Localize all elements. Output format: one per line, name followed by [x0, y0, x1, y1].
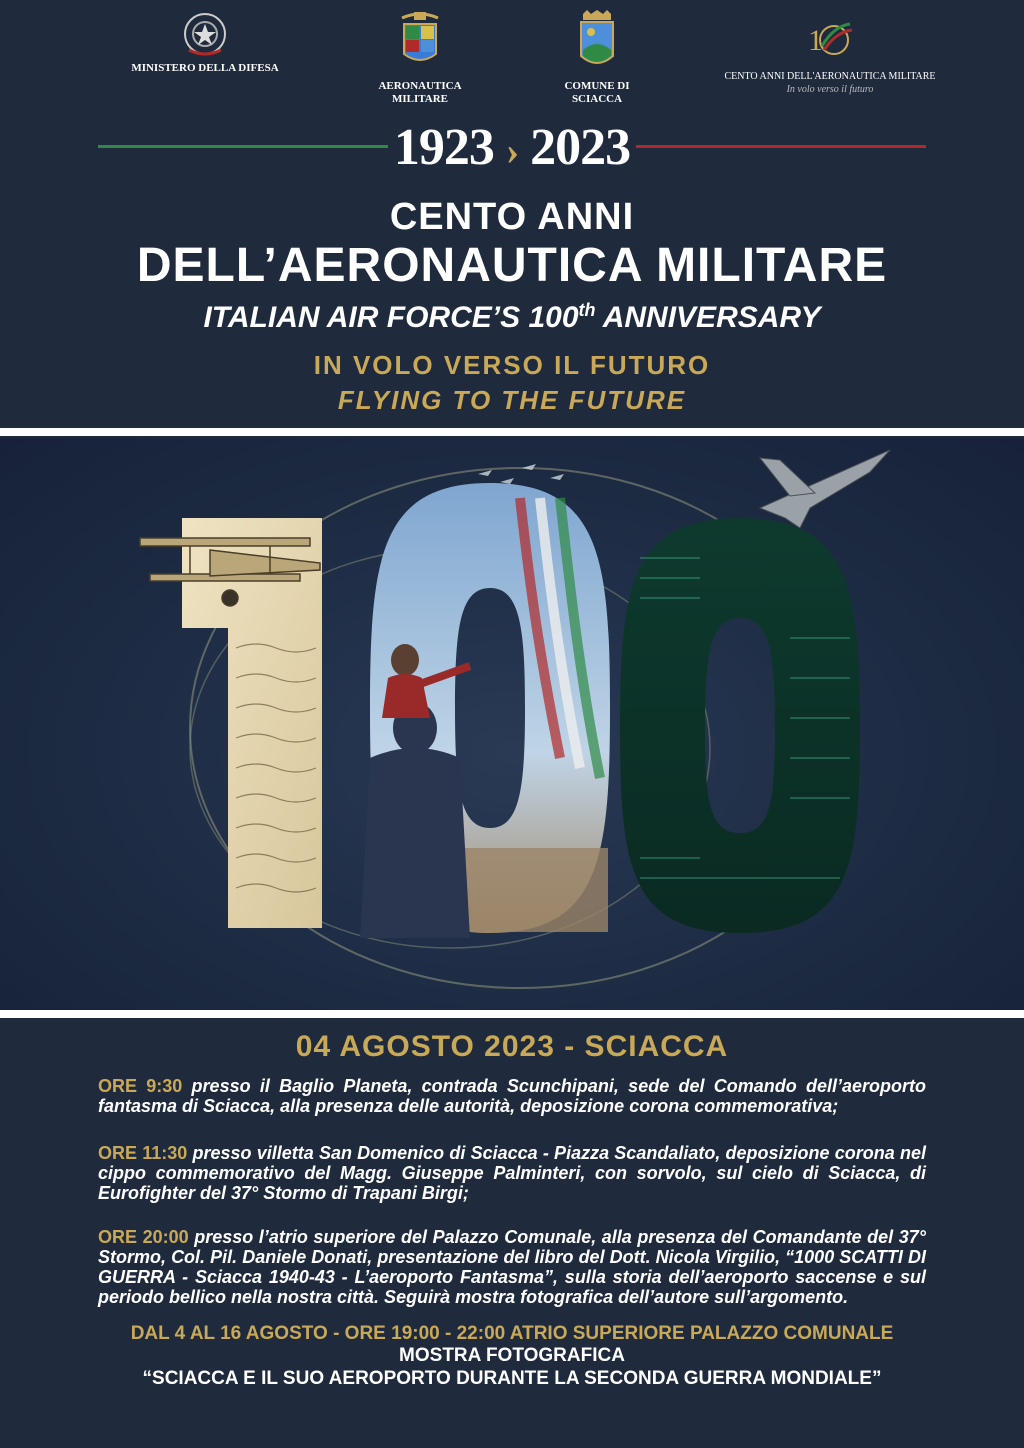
title-cento-anni: CENTO ANNI	[389, 196, 635, 238]
logo-cento-anni	[720, 10, 940, 96]
artwork-100-graphic	[0, 438, 1024, 1010]
tricolor-green-line	[98, 145, 388, 148]
year-banner	[0, 118, 1024, 178]
logo-aeronautica-militare	[345, 10, 495, 106]
event-time: ORE 9:30	[98, 1076, 183, 1096]
year-range	[388, 118, 636, 177]
fighter-jet-icon	[760, 450, 890, 528]
tricolor-red-line	[636, 145, 926, 148]
aeronautica-label-1: AERONAUTICA	[378, 80, 462, 92]
motto-english: FLYING TO THE FUTURE	[337, 385, 687, 415]
exhibition-schedule: DAL 4 AL 16 AGOSTO - ORE 19:00 - 22:00 ATRIO SUPERIORE PALAZZO COMUNALE	[130, 1323, 894, 1344]
event-time: ORE 11:30	[98, 1143, 188, 1163]
centenary-logo-icon	[802, 10, 858, 66]
year-start: 1923	[393, 119, 494, 176]
ministero-label: MINISTERO DELLA DIFESA	[131, 62, 279, 74]
aeronautica-label-2: MILITARE	[391, 93, 449, 105]
cento-anni-motto: In volo verso il futuro	[786, 84, 874, 95]
exhibition-subtitle: “SCIACCA E IL SUO AEROPORTO DURANTE LA SECONDA GUERRA MONDIALE”	[142, 1368, 882, 1389]
comune-label-1: COMUNE DI	[564, 80, 630, 92]
air-force-crest-icon	[398, 10, 442, 76]
exhibition-title: MOSTRA FOTOGRAFICA	[399, 1345, 625, 1366]
event-date: 04 AGOSTO 2023 - SCIACCA	[295, 1030, 729, 1063]
event-item	[98, 1143, 926, 1203]
sciacca-crest-icon	[577, 10, 617, 76]
white-band-bottom	[0, 1010, 1024, 1018]
logo-ministero-difesa	[130, 10, 280, 75]
event-text: presso villetta San Domenico di Sciacca - Piazza Scandaliato, deposizione corona nel cippo commemorativo del Magg. Giuseppe Palminteri, con sorvolo, sul cielo di Sciacca, di Eurofighter del 37° Stormo di Trapani Birgi;	[98, 1143, 926, 1203]
cento-anni-label: CENTO ANNI DELL'AERONAUTICA MILITARE	[724, 71, 936, 82]
comune-label-2: SCIACCA	[571, 93, 623, 105]
centenary-artwork	[0, 438, 1024, 1010]
event-item	[98, 1076, 926, 1116]
svg-text:1: 1	[808, 24, 823, 57]
white-band-top	[0, 428, 1024, 436]
motto-italian: IN VOLO VERSO IL FUTURO	[313, 350, 711, 380]
event-text: presso l’atrio superiore del Palazzo Comunale, alla presenza del Comandante del 37° Stormo, Col. Pil. Daniele Donati, presentazione del libro del Dott. Nicola Virgilio, “1000 SCATTI DI GUERRA - Sciacca 1940-43 - L’aeroporto Fantasma”, sulla storia dell’aeroporto saccense e sul periodo bellico nella nostra città. Seguirà mostra fotografica dell’autore sull’argomento.	[98, 1227, 926, 1307]
event-time: ORE 20:00	[98, 1227, 189, 1247]
event-text: presso il Baglio Planeta, contrada Scunchipani, sede del Comando dell’aeroporto fantasma di Sciacca, alla presenza delle autorità, deposizione corona commemorativa;	[98, 1076, 926, 1116]
year-end: 2023	[530, 119, 631, 176]
title-english: ITALIAN AIR FORCE’S 100th ANNIVERSARY	[203, 300, 821, 334]
chevron-right-icon: ›	[505, 128, 519, 173]
italian-emblem-icon	[181, 10, 229, 58]
event-item	[98, 1227, 926, 1307]
title-aeronautica: DELL’AERONAUTICA MILITARE	[136, 239, 888, 292]
logo-comune-sciacca	[522, 10, 672, 106]
